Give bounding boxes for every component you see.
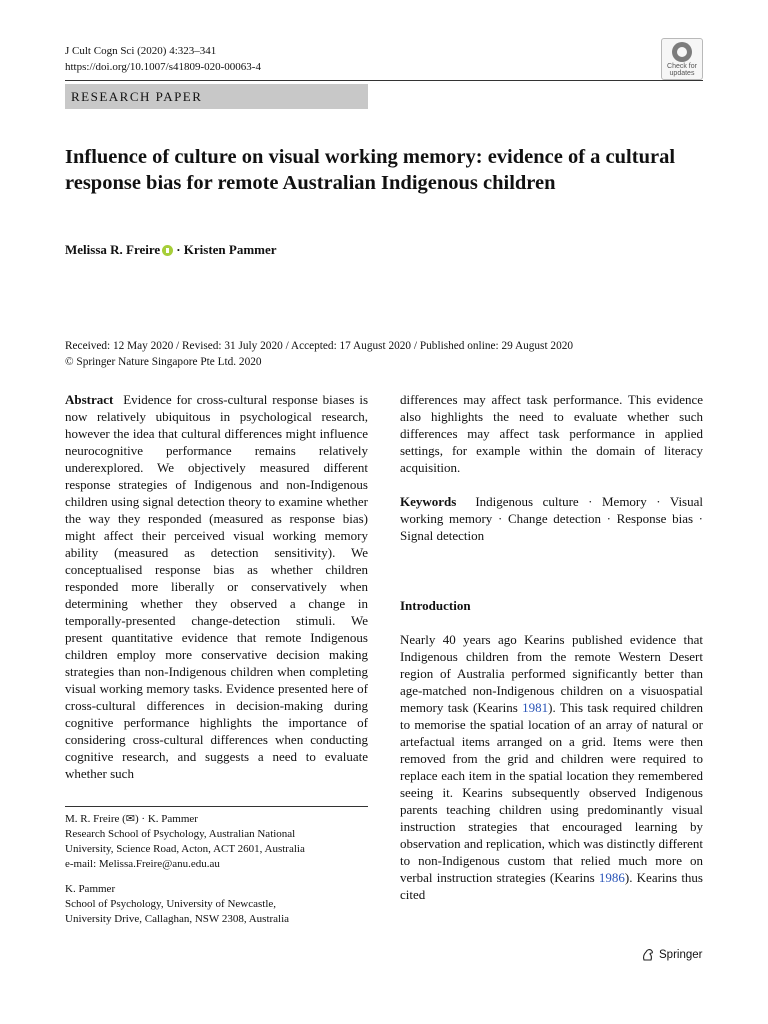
journal-meta bbox=[65, 43, 261, 75]
author-pammer[interactable]: · Kristen Pammer bbox=[176, 242, 277, 257]
affil2-line2: University Drive, Callaghan, NSW 2308, Australia bbox=[65, 913, 290, 925]
affil1-line1: Research School of Psychology, Australian National bbox=[65, 828, 296, 840]
badge-line1: Check for bbox=[667, 63, 697, 70]
affil2-line1: School of Psychology, University of Newcastle, bbox=[65, 898, 277, 910]
check-for-updates-badge[interactable] bbox=[661, 38, 703, 80]
journal-citation: J Cult Cogn Sci (2020) 4:323–341 bbox=[65, 45, 217, 57]
history-dates: Received: 12 May 2020 / Revised: 31 July 2020 / Accepted: 17 August 2020 / Published online: 29 August 2020 bbox=[65, 340, 574, 352]
author2-name: K. Pammer bbox=[65, 883, 116, 895]
article-title: Influence of culture on visual working memory: evidence of a cultural response bias for remote Australian Indigenous children bbox=[65, 146, 676, 194]
badge-line2: updates bbox=[669, 70, 695, 77]
springer-horse-icon bbox=[641, 948, 655, 962]
footnote-divider bbox=[65, 806, 368, 807]
affiliation-block-2 bbox=[65, 882, 368, 927]
keywords-text: Indigenous culture · Memory · Visual working memory · Change detection · Response bias · Signal detection bbox=[400, 494, 703, 543]
author-freire[interactable]: Melissa R. Freire bbox=[65, 242, 161, 257]
copyright-line: © Springer Nature Singapore Pte Ltd. 2020 bbox=[65, 356, 262, 368]
publication-dates bbox=[65, 338, 705, 370]
abstract-column bbox=[65, 391, 368, 782]
doi-link[interactable]: https://doi.org/10.1007/s41809-020-00063-4 bbox=[65, 61, 261, 73]
citation-kearins-1981[interactable]: 1981 bbox=[522, 700, 549, 715]
affil1-line2: University, Science Road, Acton, ACT 2601, Australia bbox=[65, 843, 305, 855]
header-divider bbox=[65, 80, 703, 81]
introduction-heading: Introduction bbox=[400, 598, 471, 613]
introduction-paragraph bbox=[400, 631, 703, 903]
keywords-label: Keywords bbox=[400, 494, 457, 509]
orcid-icon[interactable] bbox=[162, 245, 173, 256]
abstract-text: Evidence for cross-cultural response biases is now relatively ubiquitous in psychological research, however the idea that cultural differences might influence neurocognitive performance remains relatively underexplored. We objectively measured different response strategies of Indigenous and non-Indigenous children using signal detection theory to examine whether the way they responded (measured as response bias) might affect their perceived visual working memory ability (measured as detection sensitivity). We conceptualised response bias as whether children responded more liberally or conservatively when determining whether they observed a change in temporally-presented change-detection stimuli. We present quantitative evidence that remote Indigenous children employ more conservative decision making strategies than non-Indigenous children when completing visual working memory tasks. Evidence presented here of cross-cultural differences in decision-making during cognitive performance highlights the importance of considering cross-cultural differences when conducting cognitive research, and suggests a need to evaluate whether such bbox=[65, 392, 369, 781]
author-list bbox=[65, 242, 277, 258]
abstract-label: Abstract bbox=[65, 392, 114, 407]
publisher-logo bbox=[641, 948, 702, 962]
keywords bbox=[400, 493, 703, 544]
abstract-continued: differences may affect task performance. This evidence also highlights the need to evaluate whether such differences may affect task performance in applied settings, for example within the domain of literacy acquisition. bbox=[400, 392, 703, 475]
email-link[interactable]: e-mail: Melissa.Freire@anu.edu.au bbox=[65, 858, 220, 870]
right-column bbox=[400, 391, 703, 903]
abstract bbox=[65, 391, 368, 782]
check-updates-icon bbox=[672, 42, 692, 62]
intro-text-1: Nearly 40 years ago Kearins published evidence that Indigenous children from the remote Western Desert region of Australia performed significantly better than age-matched non-Indigenous children on a visuospatial memory task (Kearins bbox=[400, 632, 703, 715]
affiliation-block-1 bbox=[65, 812, 368, 872]
intro-text-3: ). Kearins thus cited bbox=[400, 870, 703, 902]
citation-kearins-1986[interactable]: 1986 bbox=[598, 870, 625, 885]
correspondence-line: M. R. Freire (✉) · K. Pammer bbox=[65, 813, 198, 825]
intro-text-2: ). This task required children to memorise the spatial location of an array of natural or artefactual items arranged on a grid. Items were then removed from the grid and children were required to replace each item in the spatial location they remembered seeing it. Kearins subsequently observed Indigenous parents teaching children using predominantly visual instruction strategies that encouraged learning by observation and replication, which was distinctly different to non-Indigenous custom that relied much more on verbal instruction strategies (Kearins bbox=[400, 700, 703, 885]
article-category: RESEARCH PAPER bbox=[65, 84, 368, 109]
publisher-name: Springer bbox=[659, 949, 703, 961]
